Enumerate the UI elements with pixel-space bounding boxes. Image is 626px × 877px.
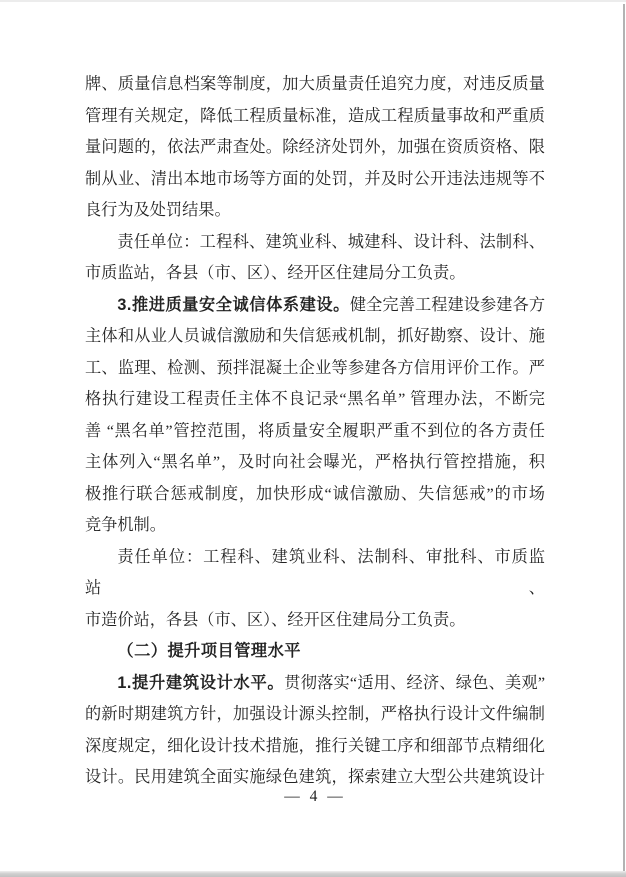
text-line xyxy=(85,731,545,763)
body-text: 市造价站，各县（市、区）、经开区住建局分工负责。 xyxy=(85,610,466,629)
body-text: 主体和从业人员诚信激励和失信惩戒机制，抓好勘察、设计、施 xyxy=(85,327,545,345)
body-text: 的新时期建筑方针，加强设计源头控制，严格执行设计文件编制 xyxy=(85,705,545,723)
body-text: 制从业、清出本地市场等方面的处罚，并及时公开违法违规等不 xyxy=(85,169,545,188)
text-line xyxy=(85,353,545,385)
page-number: — 4 — xyxy=(284,788,346,805)
page-bottom-edge xyxy=(0,871,626,877)
text-line xyxy=(85,605,545,637)
text-line xyxy=(85,542,545,605)
bold-heading-text: 3.推进质量安全诚信体系建设。 xyxy=(117,295,350,314)
text-line xyxy=(85,479,545,511)
body-text: 牌、质量信息档案等制度，加大质量责任追究力度，对违反质量 xyxy=(85,75,545,93)
text-block xyxy=(85,69,545,794)
text-line xyxy=(85,636,545,668)
body-text: 市质监站，各县（市、区）、经开区住建局分工负责。 xyxy=(85,264,466,282)
page-right-edge xyxy=(623,4,625,877)
text-line xyxy=(85,699,545,731)
body-text: 良行为及处罚结果。 xyxy=(85,201,231,219)
body-text: 量问题的，依法严肃查处。除经济处罚外，加强在资质资格、限 xyxy=(85,138,545,156)
text-line xyxy=(85,164,545,196)
page-top-edge xyxy=(0,0,626,2)
text-line xyxy=(85,668,545,700)
body-text: 健全完善工程建设参建各方 xyxy=(349,295,546,314)
text-line xyxy=(85,384,545,416)
text-line xyxy=(85,195,545,227)
body-text: 主体列入“黑名单”，及时向社会曝光，严格执行管控措施，积 xyxy=(85,453,545,471)
body-text: 管理有关规定，降低工程质量标准，造成工程质量事故和严重质 xyxy=(85,106,545,125)
body-text: 深度规定，细化设计技术措施，推行关键工序和细部节点精细化 xyxy=(85,736,545,755)
text-line xyxy=(85,69,545,101)
bold-heading-text: 1.提升建筑设计水平。 xyxy=(117,673,285,692)
body-text: 极推行联合惩戒制度，加快形成“诚信激励、失信惩戒”的市场 xyxy=(85,484,545,503)
text-line xyxy=(85,132,545,164)
bold-heading-text: （二）提升项目管理水平 xyxy=(117,642,301,660)
body-text: 责任单位：工程科、建筑业科、城建科、设计科、法制科、 xyxy=(117,232,545,251)
text-line xyxy=(85,416,545,448)
body-text: 善 “黑名单”管控范围，将质量安全履职严重不到位的各方责任 xyxy=(85,421,545,440)
text-line xyxy=(85,447,545,479)
text-line xyxy=(85,101,545,133)
text-line xyxy=(85,510,545,542)
body-text: 责任单位：工程科、建筑业科、法制科、审批科、市质监站、 xyxy=(85,547,545,597)
body-text: 工、监理、检测、预拌混凝土企业等参建各方信用评价工作。严 xyxy=(85,358,545,377)
body-text: 设计。民用建筑全面实施绿色建筑，探索建立大型公共建筑设计 xyxy=(85,768,545,786)
text-line xyxy=(85,258,545,290)
text-line xyxy=(85,227,545,259)
body-text: 格执行建设工程责任主体不良记录“黑名单” 管理办法，不断完 xyxy=(85,390,545,408)
body-text: 竞争机制。 xyxy=(85,516,166,534)
body-text: 贯彻落实“适用、经济、绿色、美观” xyxy=(284,673,546,692)
text-line xyxy=(85,290,545,322)
text-line xyxy=(85,321,545,353)
